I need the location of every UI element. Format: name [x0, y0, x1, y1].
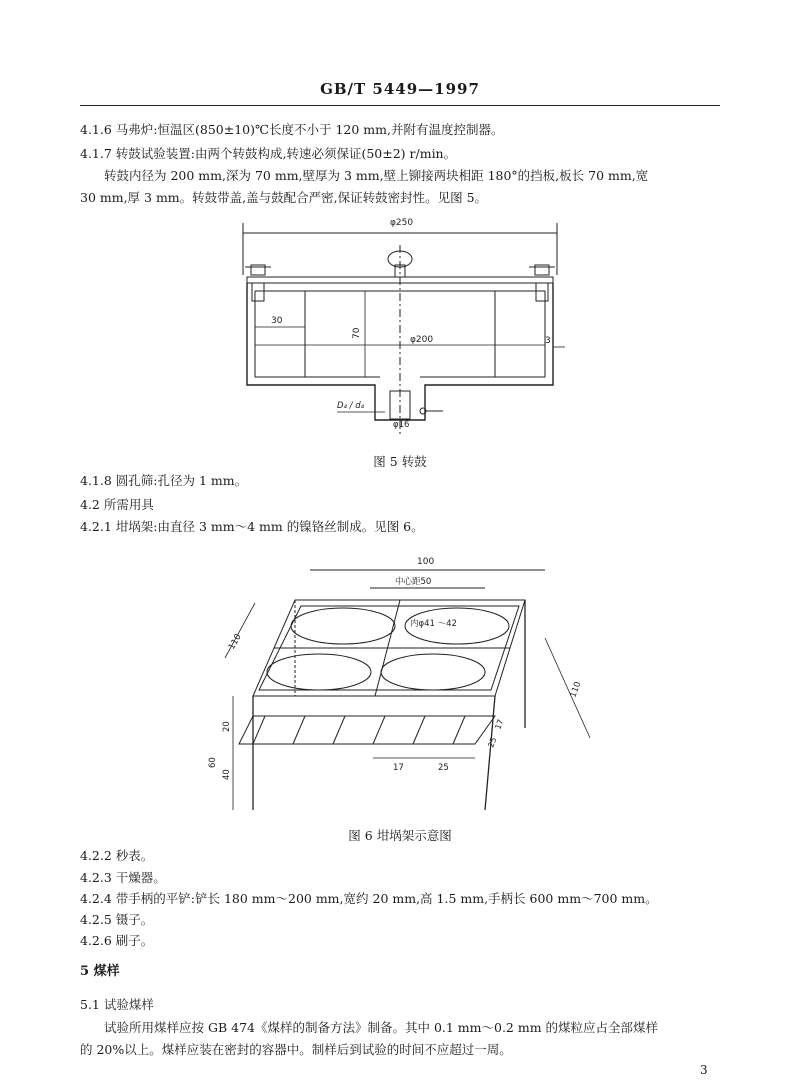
label-h60: 60	[208, 757, 218, 768]
item-4-1-7-body-1: 转鼓内径为 200 mm,深为 70 mm,壁厚为 3 mm,壁上铆接两块相距 180°的挡板,板长 70 mm,宽	[104, 168, 649, 183]
label-phi250: φ250	[390, 218, 414, 228]
label-phi16: φ16	[393, 420, 410, 430]
label-s25: 25	[438, 763, 449, 773]
item-4-2-6: 4.2.6 刷子。	[80, 933, 154, 948]
label-h40: 40	[222, 769, 232, 780]
item-4-2-3: 4.2.3 干燥器。	[80, 870, 166, 885]
section-5-1-title: 5.1 试验煤样	[80, 997, 154, 1012]
label-w100: 100	[417, 557, 435, 567]
label-w30: 30	[271, 316, 283, 326]
crucible-ring-1	[291, 608, 395, 644]
label-h20: 20	[222, 721, 232, 732]
crucible-ring-4	[381, 654, 485, 690]
label-depth-110-left: 110	[226, 632, 244, 652]
drum-body	[247, 283, 553, 420]
section-5-title: 5 煤样	[80, 964, 120, 979]
label-center-distance: 中心距50	[395, 577, 432, 587]
item-4-1-6: 4.1.6 马弗炉:恒温区(850±10)℃长度不小于 120 mm,并附有温度控制器。	[80, 122, 504, 137]
figure-5-drum	[225, 205, 575, 445]
label-inner-diameter: 内φ41 ～42	[410, 619, 457, 629]
item-4-1-7-body-2: 30 mm,厚 3 mm。转鼓带盖,盖与鼓配合严密,保证转鼓密封性。见图 5。	[80, 190, 488, 205]
standard-code-header: GB/T 5449—1997	[320, 80, 480, 98]
figure-5-caption: 图 5 转鼓	[373, 454, 427, 469]
section-5-1-body-2: 的 20%以上。煤样应装在密封的容器中。制样后到试验的时间不应超过一周。	[80, 1042, 512, 1057]
item-4-2: 4.2 所需用具	[80, 497, 154, 512]
label-s17: 17	[393, 763, 404, 773]
figure-6-crucible-rack	[195, 548, 605, 823]
section-5-1-body-1: 试验所用煤样应按 GB 474《煤样的制备方法》制备。其中 0.1 mm～0.2 mm 的煤粒应占全部煤样	[104, 1020, 659, 1035]
label-phi200: φ200	[410, 335, 434, 345]
item-4-1-8: 4.1.8 圆孔筛:孔径为 1 mm。	[80, 473, 248, 488]
rack-lower-grid	[239, 716, 495, 744]
rack-leg-front-right	[485, 696, 495, 810]
figure-6-caption: 图 6 坩埚架示意图	[348, 828, 452, 843]
item-4-2-5: 4.2.5 镊子。	[80, 912, 154, 927]
header-rule	[80, 105, 720, 106]
label-h70: 70	[352, 327, 362, 339]
item-4-2-2: 4.2.2 秒表。	[80, 848, 154, 863]
item-4-1-7: 4.1.7 转鼓试验装置:由两个转鼓构成,转速必须保证(50±2) r/min。	[80, 146, 457, 161]
label-dd: D₄ / d₄	[337, 401, 365, 411]
crucible-ring-3	[267, 654, 371, 690]
label-t3: 3	[545, 336, 551, 346]
label-s25b: 25	[486, 736, 499, 749]
item-4-2-4: 4.2.4 带手柄的平铲:铲长 180 mm～200 mm,宽约 20 mm,高 1.5 mm,手柄长 600 mm～700 mm。	[80, 891, 658, 906]
label-depth-110-right: 110	[568, 680, 584, 700]
page-number: 3	[700, 1063, 708, 1077]
item-4-2-1: 4.2.1 坩埚架:由直径 3 mm～4 mm 的镍铬丝制成。见图 6。	[80, 519, 424, 534]
label-s17b: 17	[493, 718, 506, 731]
